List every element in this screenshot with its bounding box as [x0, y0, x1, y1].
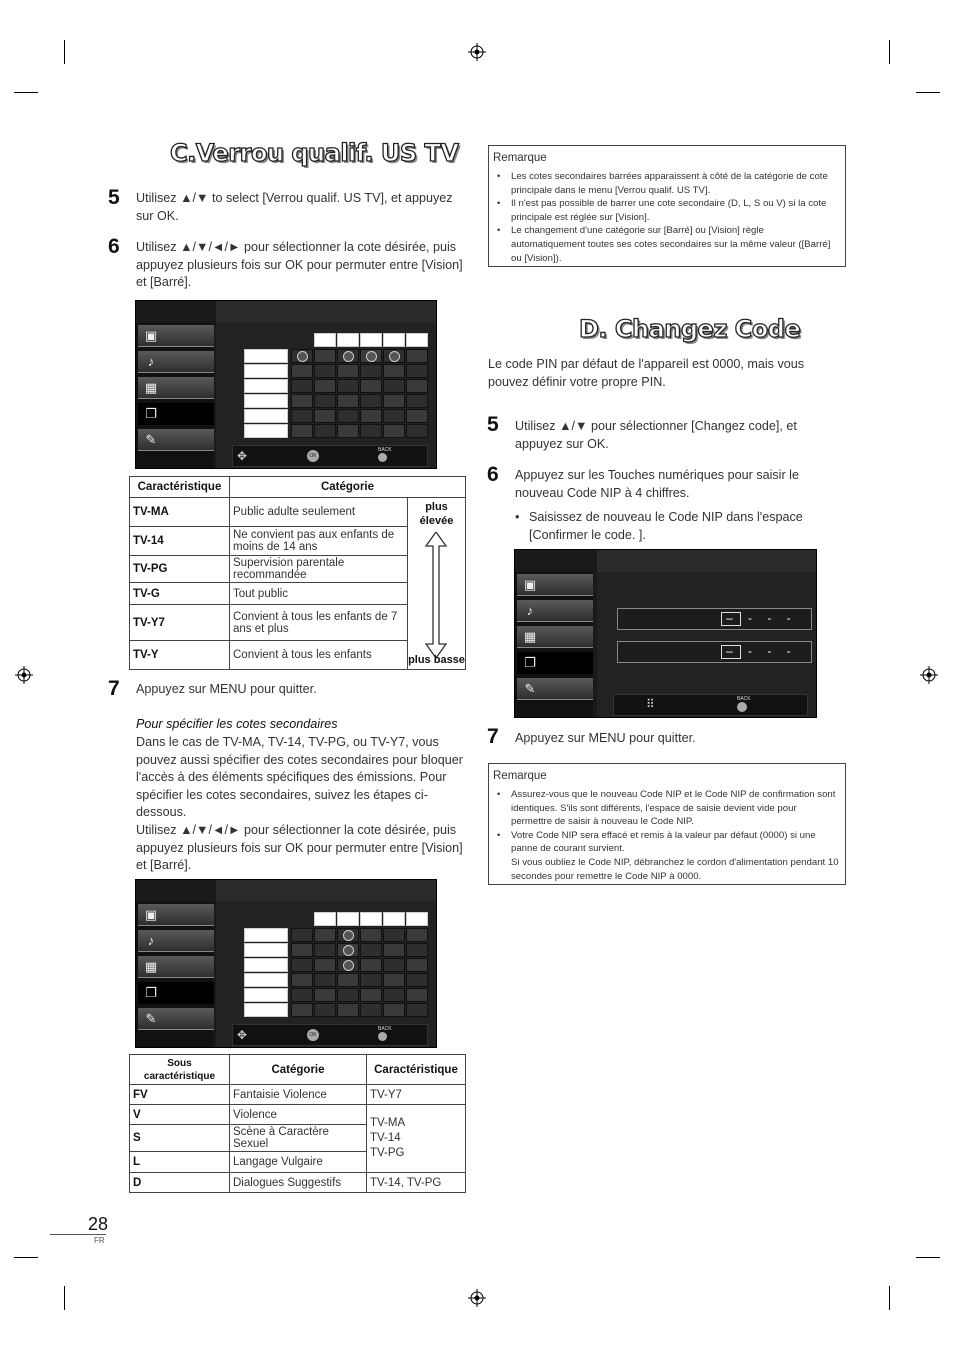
grid-cell[interactable] — [360, 943, 382, 957]
step-text: Utilisez ▲/▼ to select [Verrou qualif. US TV], et appuyez sur OK. — [136, 191, 453, 223]
screen-title-bar — [597, 550, 816, 572]
edit-icon: ✎ — [145, 432, 157, 447]
grid-header-cell — [360, 912, 382, 926]
menu-language-button[interactable] — [138, 1008, 214, 1030]
bullet-text — [515, 509, 835, 544]
table-cell: Supervision parentale recommandée — [230, 556, 408, 583]
table-cell: TV-14, TV-PG — [367, 1173, 466, 1193]
menu-features-button[interactable] — [138, 982, 214, 1004]
remark-box — [488, 145, 846, 267]
pages-icon: ❐ — [145, 406, 157, 421]
grid-row-label — [244, 958, 288, 972]
table-header: Catégorie — [230, 477, 466, 498]
sub-paragraph: Dans le cas de TV-MA, TV-14, TV-PG, ou TV-Y7, vous pouvez aussi spécifier des cotes secondaires pour bloquer l'accès à des éléments spécifiques des émissions. Pour spécifier les cotes secondaires, suivez les étapes ci-dessous. — [136, 735, 463, 819]
grid-cell[interactable] — [314, 364, 336, 378]
lock-icon — [343, 960, 354, 971]
step-text: Appuyez sur MENU pour quitter. — [515, 731, 696, 745]
lock-icon — [343, 930, 354, 941]
grid-cell[interactable] — [360, 928, 382, 942]
grid-cell[interactable] — [360, 1003, 382, 1017]
lock-icon — [343, 351, 354, 362]
crop-mark — [889, 40, 890, 64]
grid-icon: ▦ — [523, 629, 537, 644]
grid-cell[interactable] — [314, 424, 336, 438]
edit-icon: ✎ — [524, 681, 536, 696]
grid-header-cell — [383, 333, 405, 347]
table-cell: TV-14 — [130, 527, 230, 556]
grid-cell[interactable] — [383, 394, 405, 408]
remark-item-continued: Si vous oubliez le Code NIP, débranchez le cordon d'alimentation pendant 10 secondes pour remettre le Code NIP à 0000. — [511, 856, 839, 882]
grid-cell[interactable] — [291, 973, 313, 987]
section-d-title: D. Changez Code — [579, 315, 801, 343]
registration-mark-icon — [468, 1289, 486, 1307]
table-cell: Violence — [230, 1105, 367, 1125]
bullet: • — [515, 510, 520, 524]
registration-mark-icon — [920, 666, 938, 684]
grid-header-cell — [406, 333, 428, 347]
table-cell: Convient à tous les enfants — [230, 641, 408, 670]
table-header: Caractéristique — [130, 477, 230, 498]
back-label: BACK — [378, 447, 392, 453]
grid-cell[interactable] — [314, 928, 336, 942]
crop-mark — [889, 1286, 890, 1310]
section-c-title: C.Verrou qualif. US TV — [170, 139, 459, 167]
pages-icon: ❐ — [145, 985, 157, 1000]
menu-setup-button[interactable] — [138, 377, 214, 399]
grid-cell[interactable] — [406, 364, 428, 378]
menu-language-button[interactable] — [138, 429, 214, 451]
bullet-content: Saisissez de nouveau le Code NIP dans l'espace [Confirmer le code. ]. — [529, 510, 803, 542]
table-cell: FV — [130, 1085, 230, 1105]
table-cell: TV-Y7 — [367, 1085, 466, 1105]
grid-cell[interactable] — [406, 958, 428, 972]
step-number: 7 — [487, 725, 499, 748]
grid-cell[interactable] — [383, 1003, 405, 1017]
menu-features-button[interactable] — [138, 403, 214, 425]
screen-sidebar — [515, 572, 593, 717]
grid-cell[interactable] — [383, 424, 405, 438]
grid-cell[interactable] — [337, 424, 359, 438]
pages-icon: ❐ — [524, 655, 536, 670]
back-icon — [737, 702, 747, 712]
grid-cell[interactable] — [314, 973, 336, 987]
table-cell: TV-Y — [130, 641, 230, 670]
table-cell: TV-Y7 — [130, 605, 230, 641]
navigate-icon: ✥ — [237, 1028, 248, 1042]
grid-header-cell — [383, 912, 405, 926]
music-note-icon: ♪ — [526, 603, 534, 618]
grid-cell[interactable] — [360, 424, 382, 438]
confirm-code-input[interactable] — [617, 641, 812, 663]
grid-cell[interactable] — [360, 394, 382, 408]
new-code-input[interactable] — [617, 608, 812, 630]
grid-row-label — [244, 943, 288, 957]
table-cell: Scène à Caractère Sexuel — [230, 1125, 367, 1152]
grid-cell[interactable] — [314, 1003, 336, 1017]
grid-header-cell — [337, 333, 359, 347]
grid-cell[interactable] — [337, 943, 359, 957]
grid-cell[interactable] — [406, 424, 428, 438]
grid-cell[interactable] — [383, 973, 405, 987]
menu-features-button[interactable] — [517, 652, 593, 674]
table-header: Caractéristique — [367, 1055, 466, 1085]
step-number: 6 — [108, 235, 120, 258]
crop-mark — [64, 1286, 65, 1310]
grid-cell[interactable] — [406, 349, 428, 363]
grid-cell[interactable] — [337, 409, 359, 423]
table-cell: TV-MA — [130, 498, 230, 527]
grid-row-label — [244, 349, 288, 363]
grid-cell[interactable] — [337, 1003, 359, 1017]
step-text: Utilisez ▲/▼/◄/► pour sélectionner la cote désirée, puis appuyez plusieurs fois sur OK pour permuter entre [Vision] et [Barré]. — [136, 240, 463, 289]
table-cell: L — [130, 1152, 230, 1173]
grid-cell[interactable] — [291, 988, 313, 1002]
menu-sound-button[interactable] — [138, 930, 214, 952]
remark-item: • Le changement d'une catégorie sur [Barré] ou [Vision] règle automatiquement toutes ses cotes secondaires sur la même valeur ([Barré] ou [Vision]). — [493, 224, 839, 265]
double-arrow-icon — [424, 532, 448, 658]
remark-item: • Assurez-vous que le nouveau Code NIP et le Code NIP de confirmation sont identiques. S'ils sont différents, l'espace de saisie devient vide pour permettre de saisir à nouveau le Code NIP. — [493, 788, 839, 829]
grid-cell[interactable] — [360, 973, 382, 987]
grid-cell[interactable] — [406, 394, 428, 408]
navigate-icon: ✥ — [237, 449, 248, 463]
remark-box — [488, 763, 846, 885]
grid-cell[interactable] — [383, 988, 405, 1002]
pin-digits: – - - - — [726, 644, 797, 658]
scale-cell — [408, 498, 466, 670]
picture-icon: ▣ — [523, 577, 537, 592]
screen-nav-bar — [232, 1024, 428, 1046]
screen-sidebar — [136, 902, 214, 1047]
grid-cell[interactable] — [406, 943, 428, 957]
crop-mark — [14, 92, 38, 93]
grid-cell[interactable] — [383, 349, 405, 363]
grid-cell[interactable] — [314, 394, 336, 408]
menu-language-button[interactable] — [517, 678, 593, 700]
page-number: 28 — [88, 1214, 109, 1234]
grid-cell[interactable] — [406, 928, 428, 942]
change-code-screen — [514, 549, 817, 718]
table-cell: TV-MA TV-14 TV-PG — [367, 1105, 466, 1173]
grid-cell[interactable] — [360, 409, 382, 423]
back-icon — [378, 1032, 387, 1041]
table-cell: TV-PG — [130, 556, 230, 583]
grid-cell[interactable] — [337, 928, 359, 942]
picture-icon: ▣ — [144, 907, 158, 922]
grid-cell[interactable] — [337, 349, 359, 363]
grid-cell[interactable] — [383, 958, 405, 972]
grid-cell[interactable] — [406, 379, 428, 393]
grid-cell[interactable] — [383, 928, 405, 942]
menu-sound-button[interactable] — [517, 600, 593, 622]
grid-row-label — [244, 409, 288, 423]
grid-row-label — [244, 973, 288, 987]
grid-cell[interactable] — [337, 958, 359, 972]
step-number: 6 — [487, 463, 499, 486]
menu-picture-button[interactable] — [517, 574, 593, 596]
grid-row-label — [244, 424, 288, 438]
menu-sound-button[interactable] — [138, 351, 214, 373]
grid-cell[interactable] — [291, 958, 313, 972]
grid-row-label — [244, 394, 288, 408]
grid-cell[interactable] — [383, 943, 405, 957]
grid-cell[interactable] — [291, 409, 313, 423]
grid-cell[interactable] — [291, 928, 313, 942]
table-header: Catégorie — [230, 1055, 367, 1085]
table-cell: Ne convient pas aux enfants de moins de 14 ans — [230, 527, 408, 556]
remark-item: • Les cotes secondaires barrées apparaissent à côté de la catégorie de cote principale dans le menu [Verrou qualif. US TV]. — [493, 170, 839, 197]
step-number: 5 — [108, 186, 120, 209]
step-text: Utilisez ▲/▼ pour sélectionner [Changez code], et appuyez sur OK. — [515, 419, 797, 451]
grid-cell[interactable] — [291, 424, 313, 438]
grid-cell[interactable] — [337, 988, 359, 1002]
screen-title-bar — [216, 880, 436, 902]
grid-row-label — [244, 379, 288, 393]
screen-nav-bar — [232, 445, 428, 467]
screen-nav-bar — [613, 694, 808, 716]
ok-icon: OK — [307, 1029, 319, 1041]
grid-header-cell — [314, 333, 336, 347]
table-cell: Dialogues Suggestifs — [230, 1173, 367, 1193]
grid-header-cell — [337, 912, 359, 926]
step-number: 5 — [487, 413, 499, 436]
rating-table — [129, 476, 466, 670]
lock-icon — [389, 351, 400, 362]
grid-cell[interactable] — [314, 349, 336, 363]
screen-sidebar — [136, 323, 214, 468]
subrating-table — [129, 1054, 466, 1193]
grid-cell[interactable] — [337, 364, 359, 378]
remark-title: Remarque — [493, 152, 547, 164]
menu-picture-button[interactable] — [138, 325, 214, 347]
ok-icon: OK — [307, 450, 319, 462]
grid-cell[interactable] — [314, 988, 336, 1002]
grid-cell[interactable] — [291, 349, 313, 363]
grid-cell[interactable] — [337, 379, 359, 393]
step-text: Appuyez sur MENU pour quitter. — [136, 682, 317, 696]
intro-paragraph: Le code PIN par défaut de l'appareil est 0000, mais vous pouvez définir votre propre PIN. — [488, 357, 805, 389]
music-note-icon: ♪ — [147, 933, 155, 948]
registration-mark-icon — [15, 666, 33, 684]
grid-row-label — [244, 988, 288, 1002]
footer-rule — [50, 1234, 106, 1235]
grid-cell[interactable] — [291, 1003, 313, 1017]
back-icon — [378, 453, 387, 462]
menu-picture-button[interactable] — [138, 904, 214, 926]
grid-row-label — [244, 1003, 288, 1017]
lock-icon — [297, 351, 308, 362]
remark-item: • Il n'est pas possible de barrer une cote secondaire (D, L, S ou V) si la cote principale est réglée sur [Vision]. — [493, 197, 839, 224]
table-cell: S — [130, 1125, 230, 1152]
scale-top-label: plus élevée — [419, 501, 454, 527]
numeric-keypad-icon: ⠿ — [646, 697, 655, 711]
picture-icon: ▣ — [144, 328, 158, 343]
grid-cell[interactable] — [291, 379, 313, 393]
grid-cell[interactable] — [314, 958, 336, 972]
grid-cell[interactable] — [314, 943, 336, 957]
grid-cell[interactable] — [406, 409, 428, 423]
back-label: BACK — [378, 1026, 392, 1032]
crop-mark — [916, 1257, 940, 1258]
grid-cell[interactable] — [360, 379, 382, 393]
pin-digits: – - - - — [726, 611, 797, 625]
edit-icon: ✎ — [145, 1011, 157, 1026]
grid-header-cell — [406, 912, 428, 926]
grid-cell[interactable] — [291, 943, 313, 957]
grid-cell[interactable] — [406, 988, 428, 1002]
table-cell: D — [130, 1173, 230, 1193]
screen-title-bar — [216, 301, 436, 323]
table-cell: Fantaisie Violence — [230, 1085, 367, 1105]
crop-mark — [64, 40, 65, 64]
step-text: Appuyez sur les Touches numériques pour saisir le nouveau Code NIP à 4 chiffres. — [515, 468, 799, 500]
grid-cell[interactable] — [360, 364, 382, 378]
remark-title: Remarque — [493, 770, 547, 782]
grid-cell[interactable] — [360, 958, 382, 972]
scale-bottom-label: plus basse — [408, 654, 465, 666]
grid-header-cell — [360, 333, 382, 347]
grid-icon: ▦ — [144, 959, 158, 974]
lock-icon — [366, 351, 377, 362]
grid-row-label — [244, 928, 288, 942]
grid-icon: ▦ — [144, 380, 158, 395]
grid-cell[interactable] — [291, 394, 313, 408]
grid-header-cell — [314, 912, 336, 926]
remark-item: • Votre Code NIP sera effacé et remis à la valeur par défaut (0000) si une panne de courant survient. — [493, 829, 839, 856]
tv-subrating-screen — [135, 879, 437, 1048]
grid-cell[interactable] — [314, 409, 336, 423]
tv-rating-screen — [135, 300, 437, 469]
table-cell: Public adulte seulement — [230, 498, 408, 527]
table-header: Sous caractéristique — [130, 1055, 230, 1085]
sub-paragraph: Utilisez ▲/▼/◄/► pour sélectionner la cote désirée, puis appuyez plusieurs fois sur OK pour permuter entre [Vision] et [Barré]. — [136, 823, 463, 872]
grid-cell[interactable] — [314, 379, 336, 393]
music-note-icon: ♪ — [147, 354, 155, 369]
menu-setup-button[interactable] — [138, 956, 214, 978]
grid-cell[interactable] — [337, 394, 359, 408]
grid-cell[interactable] — [383, 379, 405, 393]
grid-cell[interactable] — [406, 1003, 428, 1017]
table-cell: Convient à tous les enfants de 7 ans et plus — [230, 605, 408, 641]
grid-cell[interactable] — [383, 364, 405, 378]
lock-icon — [343, 945, 354, 956]
grid-cell[interactable] — [406, 973, 428, 987]
language-code: FR — [94, 1236, 105, 1245]
crop-mark — [916, 92, 940, 93]
sub-heading: Pour spécifier les cotes secondaires — [136, 717, 338, 731]
table-cell: TV-G — [130, 583, 230, 605]
grid-cell[interactable] — [337, 973, 359, 987]
grid-cell[interactable] — [360, 349, 382, 363]
back-label: BACK — [737, 696, 751, 702]
grid-cell[interactable] — [383, 409, 405, 423]
grid-row-label — [244, 364, 288, 378]
grid-cell[interactable] — [360, 988, 382, 1002]
step-number: 7 — [108, 677, 120, 700]
grid-cell[interactable] — [291, 364, 313, 378]
registration-mark-icon — [468, 43, 486, 61]
table-cell: Langage Vulgaire — [230, 1152, 367, 1173]
table-cell: V — [130, 1105, 230, 1125]
table-cell: Tout public — [230, 583, 408, 605]
crop-mark — [14, 1257, 38, 1258]
menu-setup-button[interactable] — [517, 626, 593, 648]
